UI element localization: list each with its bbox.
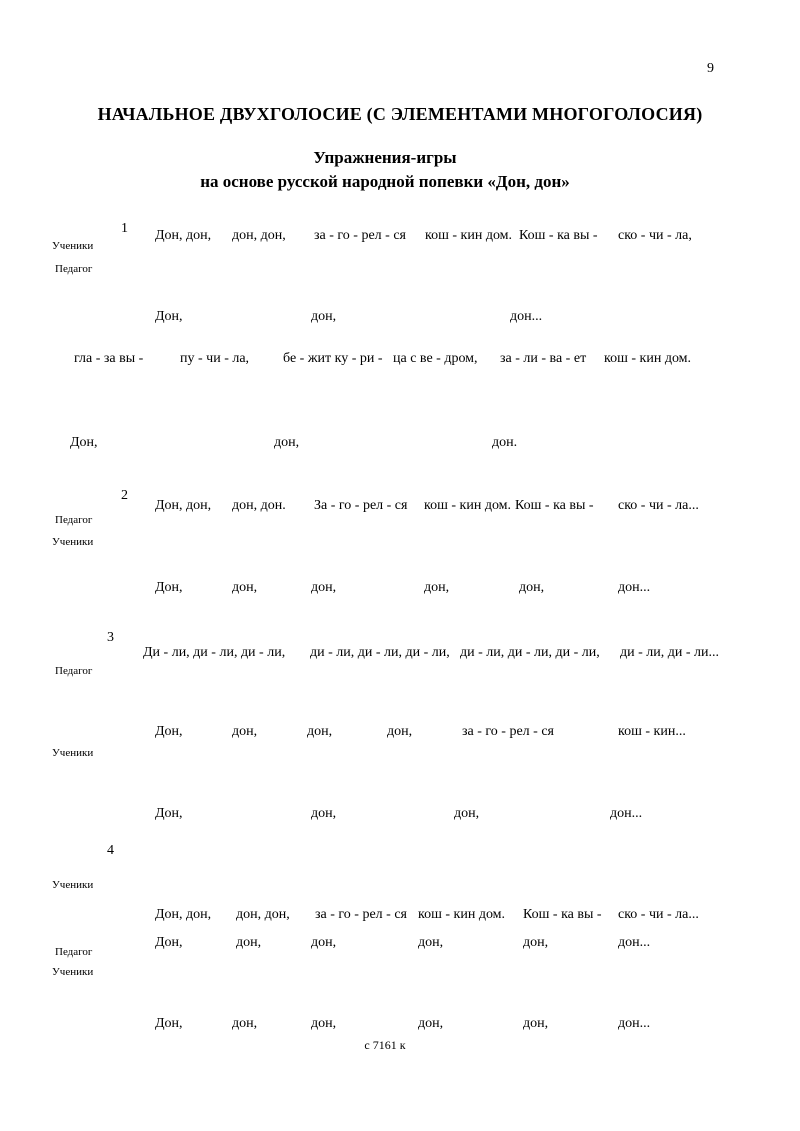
lyric-syllable: дон, [519, 580, 545, 595]
lyric-syllable: кош - кин дом. [425, 228, 513, 243]
lyric-syllable: дон, [232, 1016, 258, 1031]
part-label-upper: Педагог [55, 665, 93, 677]
lyric-syllable: дон... [618, 1016, 651, 1031]
lyric-syllable: дон, [523, 1016, 549, 1031]
lyric-syllable: бе - жит ку - ри - [283, 351, 383, 366]
lyric-syllable: Дон, [155, 1016, 183, 1031]
lyric-syllable: Кош - ка вы - [515, 498, 594, 513]
lyric-syllable: дон, [236, 935, 262, 950]
lyric-syllable: за - го - рел - ся [315, 907, 407, 922]
lyric-syllable: дон, [311, 935, 337, 950]
lyric-syllable: Дон, [155, 309, 183, 324]
part-label-lower: Ученики [52, 747, 94, 759]
lyric-syllable: ско - чи - ла... [618, 907, 699, 922]
lyric-syllable: дон, [311, 580, 337, 595]
lyric-syllable: Кош - ка вы - [519, 228, 598, 243]
lyric-syllable: дон. [492, 435, 518, 450]
part-label-upper: Ученики [52, 240, 94, 252]
lyric-syllable: дон... [510, 309, 543, 324]
lyric-syllable: дон, [387, 724, 413, 739]
catalog-number: с 7161 к [364, 1038, 406, 1052]
lyric-syllable: за - ли - ва - ет [500, 351, 587, 366]
lyric-syllable: Дон, [155, 580, 183, 595]
lyric-syllable: дон, [232, 580, 258, 595]
lyric-syllable: дон, [418, 935, 444, 950]
lyric-syllable: за - го - рел - ся [314, 228, 406, 243]
exercise-number: 1 [121, 221, 128, 236]
lyric-syllable: ца с ве - дром, [393, 351, 478, 366]
lyric-syllable: Дон, дон, [155, 498, 212, 513]
lyric-syllable: дон, [454, 806, 480, 821]
exercise-number: 4 [107, 843, 114, 858]
lyric-syllable: Дон, [70, 435, 98, 450]
lyric-syllable: дон... [618, 580, 651, 595]
lyric-syllable: кош - кин дом. [424, 498, 512, 513]
part-label-lower: Педагог [55, 946, 93, 958]
lyric-syllable: кош - кин дом. [418, 907, 506, 922]
lyric-syllable: За - го - рел - ся [314, 498, 408, 513]
lyric-syllable: гла - за вы - [74, 351, 144, 366]
lyric-syllable: ди - ли, ди - ли, ди - ли, [310, 645, 450, 660]
lyric-syllable: дон, [523, 935, 549, 950]
lyric-syllable: пу - чи - ла, [180, 351, 250, 366]
lyric-syllable: кош - кин... [618, 724, 686, 739]
part-label-upper: Ученики [52, 879, 94, 891]
part-label-lower: Ученики [52, 966, 94, 978]
part-label-upper: Педагог [55, 514, 93, 526]
part-label-lower: Педагог [55, 263, 93, 275]
exercise-number: 2 [121, 488, 128, 503]
subtitle-source: на основе русской народной попевки «Дон, дон» [200, 172, 570, 191]
lyric-syllable: дон, [311, 309, 337, 324]
lyric-syllable: дон, [307, 724, 333, 739]
lyric-syllable: ди - ли, ди - ли... [620, 645, 720, 660]
lyric-syllable: дон, [418, 1016, 444, 1031]
lyric-syllable: дон... [618, 935, 651, 950]
lyric-syllable: Кош - ка вы - [523, 907, 602, 922]
part-label-lower: Ученики [52, 536, 94, 548]
lyric-syllable: Ди - ли, ди - ли, ди - ли, [143, 645, 286, 660]
lyric-syllable: дон, [311, 806, 337, 821]
lyric-syllable: Дон, дон, [155, 228, 212, 243]
lyric-syllable: Дон, [155, 935, 183, 950]
lyric-syllable: Дон, [155, 806, 183, 821]
page-number: 9 [707, 61, 714, 76]
lyric-syllable: дон... [610, 806, 643, 821]
lyric-syllable: Дон, [155, 724, 183, 739]
lyric-syllable: ско - чи - ла... [618, 498, 699, 513]
lyric-syllable: ди - ли, ди - ли, ди - ли, [460, 645, 600, 660]
page-title: НАЧАЛЬНОЕ ДВУХГОЛОСИЕ (С ЭЛЕМЕНТАМИ МНОГОГОЛОСИЯ) [97, 104, 703, 124]
lyric-syllable: дон, [311, 1016, 337, 1031]
lyric-syllable: ско - чи - ла, [618, 228, 692, 243]
exercise-number: 3 [107, 630, 114, 645]
subtitle: Упражнения-игры [313, 148, 457, 167]
lyric-syllable: дон, дон. [232, 498, 286, 513]
lyric-syllable: Дон, дон, [155, 907, 212, 922]
lyric-syllable: дон, [232, 724, 258, 739]
lyric-syllable: кош - кин дом. [604, 351, 692, 366]
lyric-syllable: дон, дон, [232, 228, 286, 243]
lyric-syllable: дон, [424, 580, 450, 595]
lyric-syllable: дон, дон, [236, 907, 290, 922]
lyric-syllable: за - го - рел - ся [462, 724, 554, 739]
lyric-syllable: дон, [274, 435, 300, 450]
